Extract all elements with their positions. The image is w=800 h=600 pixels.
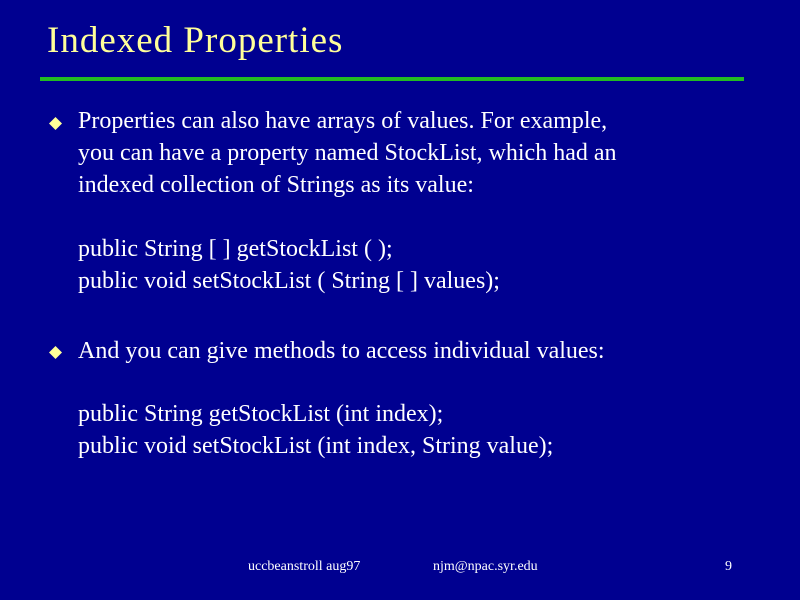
- bullet-1-line-2: you can have a property named StockList, which had an: [78, 140, 617, 166]
- diamond-bullet-icon: [49, 346, 62, 359]
- footer-course: uccbeanstroll aug97: [248, 559, 361, 574]
- bullet-2-text: [78, 335, 605, 367]
- bullet-1-code-line-1: public String [ ] getStockList ( );: [78, 236, 393, 262]
- bullet-2-line-1: And you can give methods to access individual values:: [78, 338, 605, 364]
- bullet-2-code: [78, 398, 553, 462]
- slide-title: Indexed Properties: [47, 20, 344, 61]
- title-underline: [40, 77, 744, 81]
- bullet-1-text: [78, 105, 617, 201]
- diamond-bullet-icon: [49, 117, 62, 130]
- bullet-2-code-line-1: public String getStockList (int index);: [78, 401, 444, 427]
- bullet-1-code: [78, 233, 500, 297]
- bullet-1-code-line-2: public void setStockList ( String [ ] values);: [78, 268, 500, 294]
- footer-page-number: 9: [725, 559, 732, 574]
- footer-email: njm@npac.syr.edu: [433, 559, 538, 574]
- bullet-1-line-1: Properties can also have arrays of values. For example,: [78, 108, 608, 134]
- bullet-2-code-line-2: public void setStockList (int index, String value);: [78, 433, 554, 459]
- bullet-1-line-3: indexed collection of Strings as its value:: [78, 172, 474, 198]
